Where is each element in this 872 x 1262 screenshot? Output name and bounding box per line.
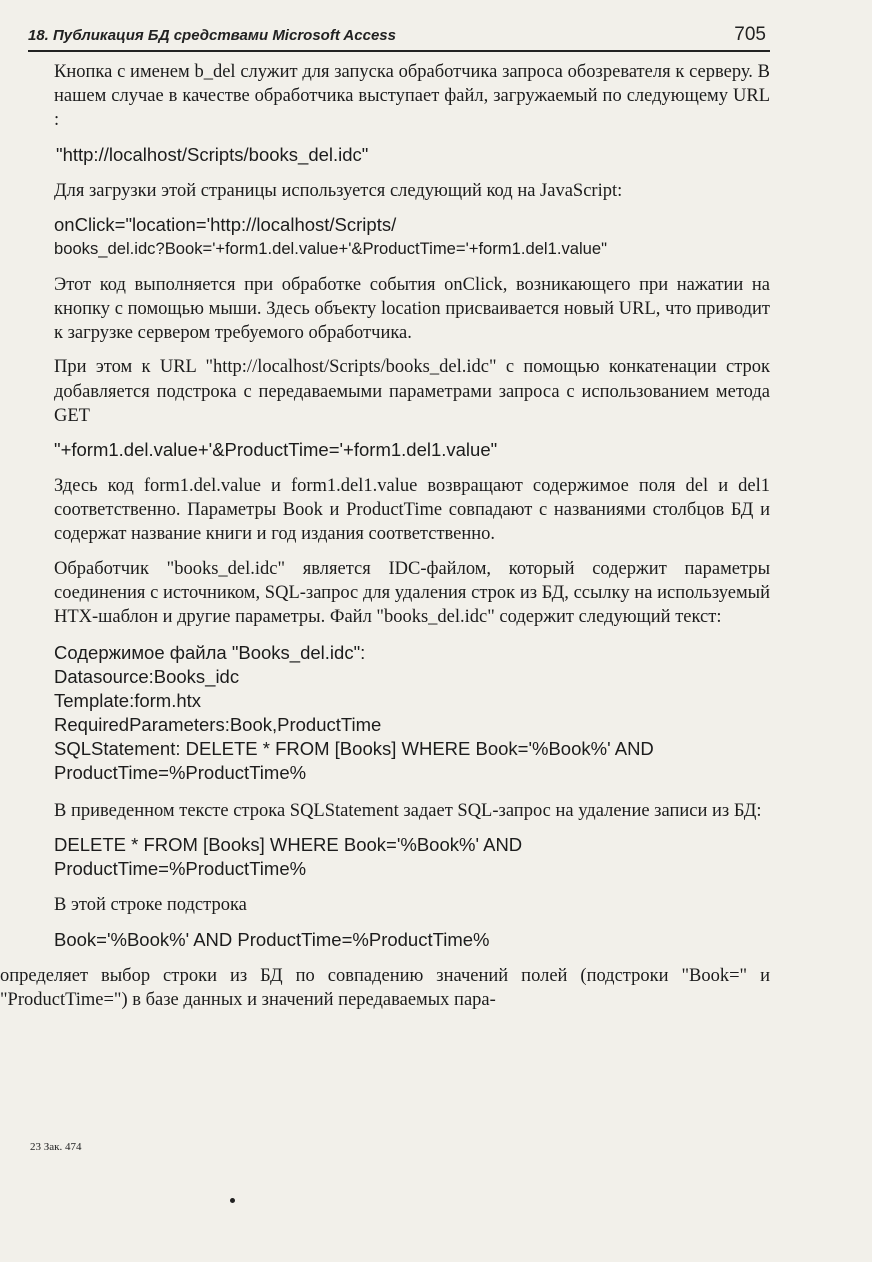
paragraph-9: определяет выбор строки из БД по совпадению значений полей (подстроки "Book=" и "ProductTime=") в базе данных и значений передаваемых пара- [0,965,770,1010]
code-onclick-line-2: books_del.idc?Book='+form1.del.value+'&ProductTime='+form1.del1.value" [54,238,608,258]
code-onclick [54,213,770,261]
paragraph-8: В этой строке подстрока [54,895,247,916]
page-number: 705 [734,24,766,45]
url-line: "http://localhost/Scripts/books_del.idc" [56,143,369,165]
idc-line-3: Template:form.htx [54,690,202,712]
sql-statement [54,833,770,881]
paragraph-4: При этом к URL "http://localhost/Scripts/books_del.idc" с помощью конкатенации строк добавляется подстрока с передаваемыми параметрами запроса с использованием метода GET [54,357,770,426]
idc-file-listing [54,641,770,785]
idc-line-6: ProductTime=%ProductTime% [54,762,307,784]
idc-line-2: Datasource:Books_idc [54,666,240,688]
idc-line-5: SQLStatement: DELETE * FROM [Books] WHERE Book='%Book%' AND [54,738,654,760]
printer-signature: 23 Зак. 474 [30,1141,82,1153]
code-substring: Book='%Book%' AND ProductTime=%ProductTime% [54,928,490,950]
page-body [0,60,770,1022]
code-get-params: "+form1.del.value+'&ProductTime='+form1.del1.value" [54,439,498,461]
running-header [28,24,770,52]
chapter-title: 18. Публикация БД средствами Microsoft Access [28,27,396,44]
paragraph-6: Обработчик "books_del.idc" является IDC-файлом, который содержит параметры соединения с источником, SQL-запрос для удаления строк из БД, ссылку на используемый HTX-шаблон и другие параметры. Файл "books_del.idc" содержит следующий текст: [54,558,770,628]
idc-line-4: RequiredParameters:Book,ProductTime [54,714,382,736]
paragraph-3: Этот код выполняется при обработке события onClick, возникающего при нажатии на кнопку с помощью мыши. Здесь объекту location присваивается новый URL, что приводит к загрузке сервером требуемого обработчика. [54,274,770,344]
code-onclick-line-1: onClick="location='http://localhost/Scripts/ [54,213,397,235]
sql-line-1: DELETE * FROM [Books] WHERE Book='%Book%' AND [54,834,523,856]
paragraph-7: В приведенном тексте строка SQLStatement задает SQL-запрос на удаление записи из БД: [54,801,762,822]
sql-line-2: ProductTime=%ProductTime% [54,858,307,880]
paragraph-2: Для загрузки этой страницы используется следующий код на JavaScript: [54,180,623,201]
idc-line-1: Содержимое файла "Books_del.idc": [54,642,366,664]
paragraph-1: Кнопка с именем b_del служит для запуска обработчика запроса обозревателя к серверу. В нашем случае в качестве обработчика выступает файл, загружаемый по следующему URL : [54,62,770,131]
paragraph-5: Здесь код form1.del.value и form1.del1.value возвращают содержимое поля del и del1 соответственно. Параметры Book и ProductTime совпадают с названиями столбцов БД и содержат название книги и год издания соответственно. [54,476,770,545]
print-dot [230,1198,235,1203]
